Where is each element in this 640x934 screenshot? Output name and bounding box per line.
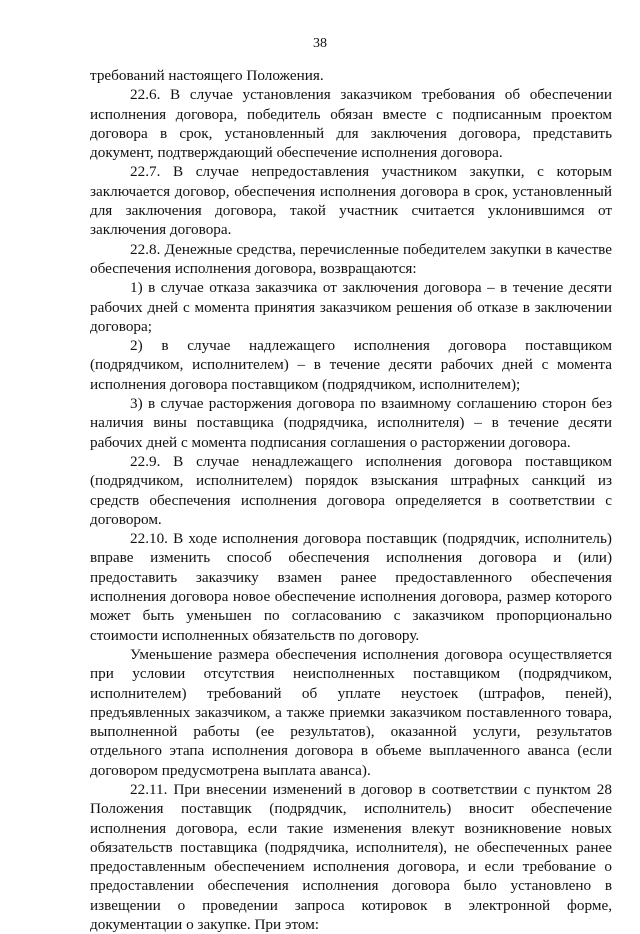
paragraph-22-7: 22.7. В случае непредоставления участником закупки, с которым заключается договор, обеспечения исполнения договора в срок, установленный для заключения договора, такой участник считается уклонившимся от заключения договора. [90,163,612,239]
paragraph-22-9: 22.9. В случае ненадлежащего исполнения договора поставщиком (подрядчиком, исполнителем) порядок взыскания штрафных санкций из средств обеспечения исполнения договора определяется в соответствии с договором. [90,452,612,528]
paragraph-22-10: 22.10. В ходе исполнения договора поставщик (подрядчик, исполнитель) вправе изменить способ обеспечения исполнения договора и (или) предоставить заказчику взамен ранее предоставленного обеспечения исполнения договора новое обеспечение исполнения договора, размер которого может быть уменьшен по согласованию с заказчиком пропорционально стоимости исполненных обязательств по договору. [90,530,612,644]
paragraph-22-11: 22.11. При внесении изменений в договор в соответствии с пунктом 28 Положения поставщик (подрядчик, исполнитель) вносит обеспечение исполнения договора, если такие изменения влекут возникновение новых обязательств поставщика (подрядчика, исполнителя), не обеспеченных ранее предоставленным обеспечением исполнения договора, и если требование о предоставлении обеспечения исполнения договора было установлено в извещении о проведении запроса котировок в электронной форме, документации о закупке. При этом: [90,780,612,934]
list-item-2: 2) в случае надлежащего исполнения договора поставщиком (подрядчиком, исполнителем) – в течение десяти рабочих дней с момента исполнения договора поставщиком (подрядчиком, исполнителем); [90,337,612,393]
page-number: 38 [313,36,327,51]
paragraph-continuation: требований настоящего Положения. [90,67,324,84]
paragraph-reduction: Уменьшение размера обеспечения исполнения договора осуществляется при условии отсутствия неисполненных поставщиком (подрядчиком, исполнителем) требований об уплате неустоек (штрафов, пеней), предъявленных заказчиком, а также приемки заказчиком поставленного товара, выполненной работы (ее результатов), оказанной услуги, результатов отдельного этапа исполнения договора в объеме выплаченного аванса (если договором предусмотрена выплата аванса). [90,645,612,779]
paragraph-22-8: 22.8. Денежные средства, перечисленные победителем закупки в качестве обеспечения исполнения договора, возвращаются: [90,240,612,277]
list-item-3: 3) в случае расторжения договора по взаимному соглашению сторон без наличия вины поставщика (подрядчика, исполнителя) – в течение десяти рабочих дней с момента подписания соглашения о расторжении договора. [90,395,612,451]
list-item-1: 1) в случае отказа заказчика от заключения договора – в течение десяти рабочих дней с момента принятия заказчиком решения об отказе в заключении договора; [90,279,612,335]
document-body [90,66,612,934]
paragraph-22-6: 22.6. В случае установления заказчиком требования об обеспечении исполнения договора, победитель обязан вместе с подписанным проектом договора в срок, установленный для заключения договора, представить документ, подтверждающий обеспечение исполнения договора. [90,86,612,162]
